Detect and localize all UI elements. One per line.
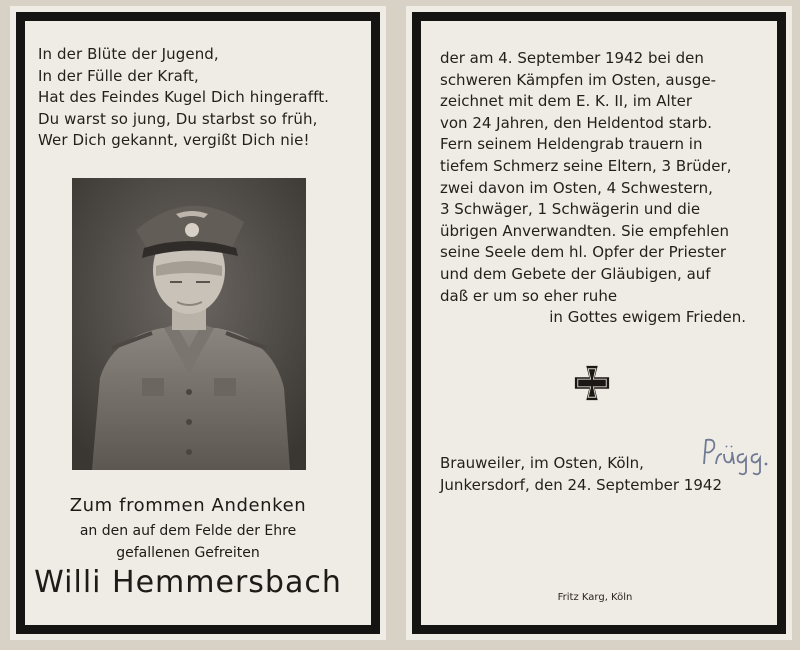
memorial-verse — [38, 44, 358, 152]
caption-subline: gefallenen Gefreiten — [116, 545, 260, 561]
obituary-line: und dem Gebete der Gläubigen, auf — [440, 264, 711, 283]
date-line: Junkersdorf, den 24. September 1942 — [440, 476, 722, 494]
obituary-line: zwei davon im Osten, 4 Schwestern, — [440, 178, 713, 197]
caption-subline: an den auf dem Felde der Ehre — [79, 523, 297, 539]
verse-line: Hat des Feindes Kugel Dich hingerafft. — [38, 88, 330, 106]
obituary-line: schweren Kämpfen im Osten, ausge- — [440, 70, 717, 89]
obituary-line: daß er um so eher ruhe — [440, 286, 618, 305]
obituary-line: übrigen Anverwandten. Sie empfehlen — [440, 221, 730, 240]
obituary-line: Fern seinem Heldengrab trauern in — [440, 135, 703, 154]
verse-line: In der Fülle der Kraft, — [38, 66, 199, 85]
verse-line: Du warst so jung, Du starbst so früh, — [38, 109, 318, 128]
obituary-line: von 24 Jahren, den Heldentod starb. — [440, 113, 713, 132]
printer-credit: Fritz Karg, Köln — [557, 592, 633, 603]
verse-line: Wer Dich gekannt, vergißt Dich nie! — [38, 131, 310, 149]
iron-cross-icon — [573, 364, 611, 402]
deceased-name: Willi Hemmersbach — [34, 565, 342, 600]
soldier-portrait — [72, 178, 306, 470]
obituary-line: 3 Schwäger, 1 Schwägerin und die — [440, 200, 701, 219]
portrait-photo — [72, 178, 306, 470]
place-line: Brauweiler, im Osten, Köln, — [440, 454, 644, 472]
obituary-line: tiefem Schmerz seine Eltern, 3 Brüder, — [440, 156, 732, 175]
obituary-text — [440, 48, 746, 329]
handwritten-pencil-note — [700, 434, 772, 478]
obituary-line: seine Seele dem hl. Opfer der Priester — [440, 243, 727, 262]
obituary-closing: in Gottes ewigem Frieden. — [549, 308, 746, 327]
obituary-line: der am 4. September 1942 bei den — [440, 49, 704, 67]
obituary-line: zeichnet mit dem E. K. II, im Alter — [440, 92, 692, 111]
caption-heading: Zum frommen Andenken — [69, 495, 307, 516]
verse-line: In der Blüte der Jugend, — [38, 45, 219, 63]
